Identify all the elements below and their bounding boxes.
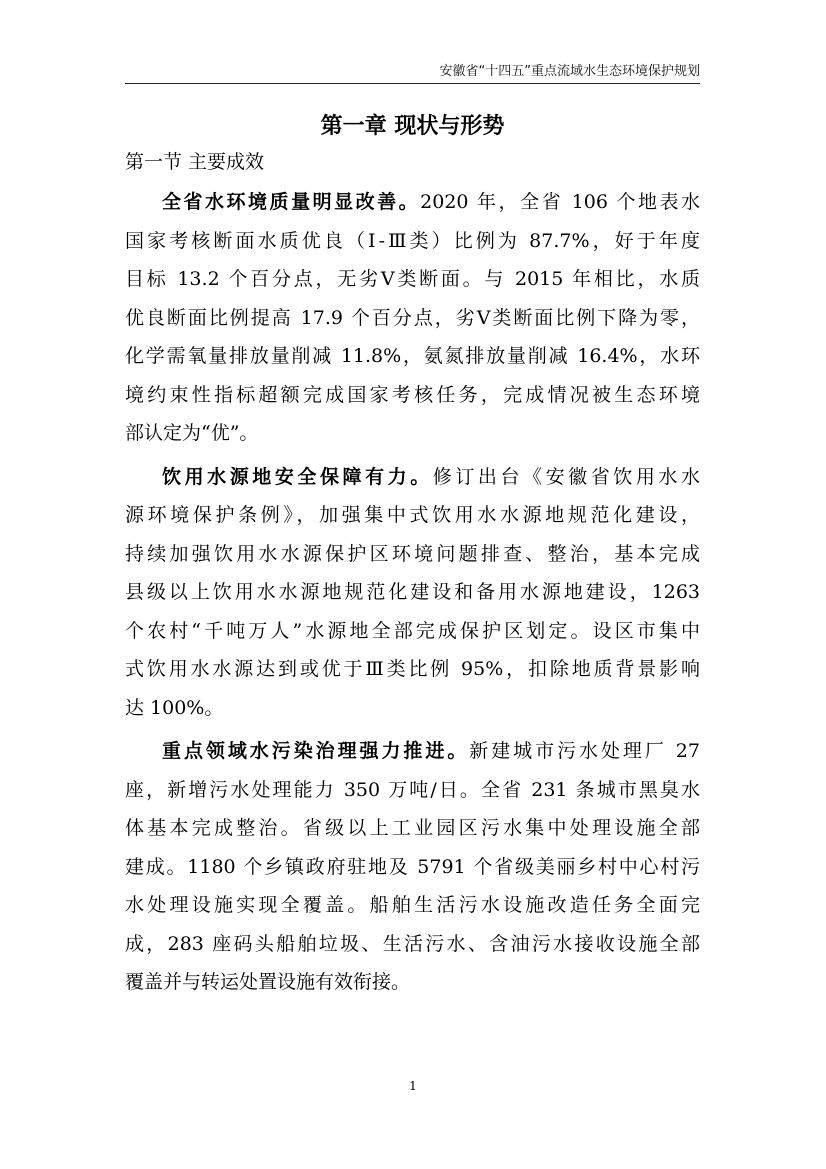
paragraph-text: 修订出台《安徽省饮用水水 [432, 465, 700, 488]
paragraph-text: 新建城市污水处理厂 27 [469, 740, 700, 762]
chapter-title: 第一章 现状与形势 [320, 114, 505, 139]
paragraph-water-quality [125, 183, 700, 453]
paragraph-line: 覆盖并与转运处置设施有效衔接。 [125, 971, 411, 993]
paragraph-line: 水处理设施实现全覆盖。船舶生活污水设施改造任务全面完 [125, 894, 700, 916]
paragraph-line: 建成。1180 个乡镇政府驻地及 5791 个省级美丽乡村中心村污 [125, 855, 700, 878]
paragraph-pollution-control [125, 732, 700, 1002]
paragraph-line: 国家考核断面水质优良（Ⅰ-Ⅲ类）比例为 87.7%，好于年度 [125, 229, 700, 252]
paragraph-drinking-water [125, 458, 700, 728]
paragraph-lead: 重点领域水污染治理强力推进。 [162, 740, 470, 762]
paragraph-text: 2020 年，全省 106 个地表水 [420, 191, 700, 213]
section-heading: 第一节 主要成效 [125, 151, 265, 173]
paragraph-line: 式饮用水水源达到或优于Ⅲ类比例 95%，扣除地质背景影响 [125, 658, 700, 680]
page-number: 1 [409, 1079, 417, 1093]
paragraph-line: 优良断面比例提高 17.9 个百分点，劣Ⅴ类断面比例下降为零， [125, 306, 700, 329]
paragraph-line [125, 732, 700, 771]
paragraph-line: 个农村“千吨万人”水源地全部完成保护区划定。设区市集中 [125, 619, 700, 642]
paragraph-line: 座，新增污水处理能力 350 万吨/日。全省 231 条城市黑臭水 [125, 778, 700, 801]
paragraph-line [125, 183, 700, 222]
paragraph-line: 源环境保护条例》，加强集中式饮用水水源地规范化建设， [125, 504, 700, 526]
paragraph-line: 持续加强饮用水水源保护区环境问题排查、整治，基本完成 [125, 542, 700, 565]
paragraph-lead: 饮用水源地安全保障有力。 [162, 465, 433, 488]
paragraph-line: 成，283 座码头船舶垃圾、生活污水、含油污水接收设施全部 [125, 932, 700, 955]
paragraph-line: 县级以上饮用水水源地规范化建设和备用水源地建设，1263 [125, 581, 700, 603]
body-content [125, 183, 700, 1007]
paragraph-line [125, 458, 700, 497]
running-header: 安徽省“十四五”重点流域水生态环境保护规划 [439, 64, 700, 79]
paragraph-line: 部认定为“优”。 [125, 422, 259, 444]
paragraph-line: 达 100%。 [125, 696, 224, 719]
paragraph-line: 境约束性指标超额完成国家考核任务，完成情况被生态环境 [125, 383, 700, 406]
paragraph-line: 体基本完成整治。省级以上工业园区污水集中处理设施全部 [125, 817, 700, 839]
header-rule [125, 83, 700, 84]
paragraph-lead: 全省水环境质量明显改善。 [162, 191, 421, 213]
paragraph-line: 化学需氧量排放量削减 11.8%，氨氮排放量削减 16.4%，水环 [125, 345, 700, 367]
paragraph-line: 目标 13.2 个百分点，无劣Ⅴ类断面。与 2015 年相比，水质 [125, 268, 700, 290]
